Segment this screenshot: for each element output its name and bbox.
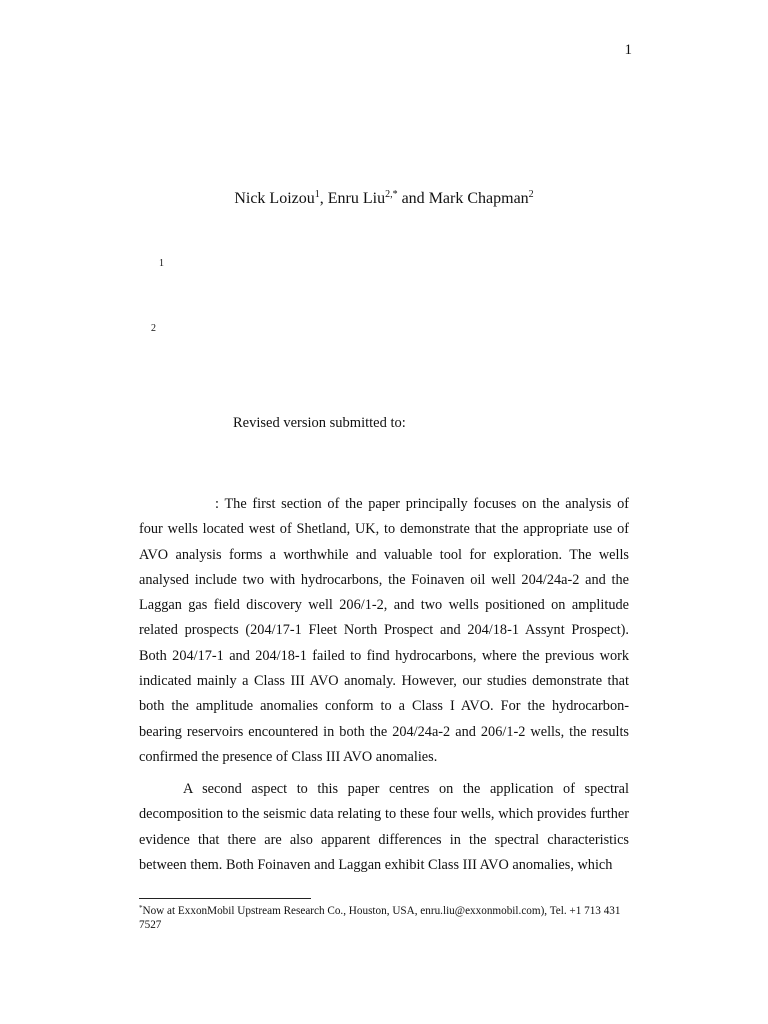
author-affiliation-sup: 2 xyxy=(528,189,534,200)
page-number: 1 xyxy=(624,42,632,58)
affiliation-marker-2: 2 xyxy=(151,323,156,334)
author-separator: and xyxy=(397,190,429,207)
author-name: Mark Chapman xyxy=(428,190,529,207)
footnote-marker: * xyxy=(139,904,143,912)
affiliation-marker-1: 1 xyxy=(159,258,164,269)
author-separator: , xyxy=(319,190,328,207)
author-name: Nick Loizou xyxy=(234,190,315,207)
abstract-paragraph xyxy=(139,492,629,770)
author-affiliation-sup: 2,* xyxy=(385,189,398,200)
footnote-rule xyxy=(139,898,311,899)
abstract-text: : The first section of the paper principally focuses on the analysis of four wells located west of Shetland, UK, to demonstrate that the appropriate use of AVO analysis forms a worthwhile and valuable tool for exploration. The wells analysed include two with hydrocarbons, the Foinaven oil well 204/24a-2 and the Laggan gas field discovery well 206/1-2, and two wells positioned on amplitude related prospects (204/17-1 Fleet North Prospect and 204/18-1 Assynt Prospect). Both 204/17-1 and 204/18-1 failed to find hydrocarbons, where the previous work indicated mainly a Class III AVO anomaly. However, our studies demonstrate that both the amplitude anomalies conform to a Class I AVO. For the hydrocarbon-bearing reservoirs encountered in both the 204/24a-2 and 206/1-2 wells, the results confirmed the presence of Class III AVO anomalies. xyxy=(139,496,629,765)
revised-version-line: Revised version submitted to: xyxy=(233,415,406,431)
body-paragraph: A second aspect to this paper centres on the application of spectral decomposition to the seismic data relating to these four wells, which provides further evidence that there are also apparent differences in the spectral characteristics between them. Both Foinaven and Laggan exhibit Class III AVO anomalies, which xyxy=(139,781,629,873)
author-affiliation-sup: 1 xyxy=(314,189,320,200)
author-line xyxy=(0,190,768,208)
footnote-text: Now at ExxonMobil Upstream Research Co., Houston, USA, enru.liu@exxonmobil.com), Tel. +1 713 431 7527 xyxy=(139,905,621,931)
author-name: Enru Liu xyxy=(327,190,386,207)
footnote xyxy=(139,905,631,932)
